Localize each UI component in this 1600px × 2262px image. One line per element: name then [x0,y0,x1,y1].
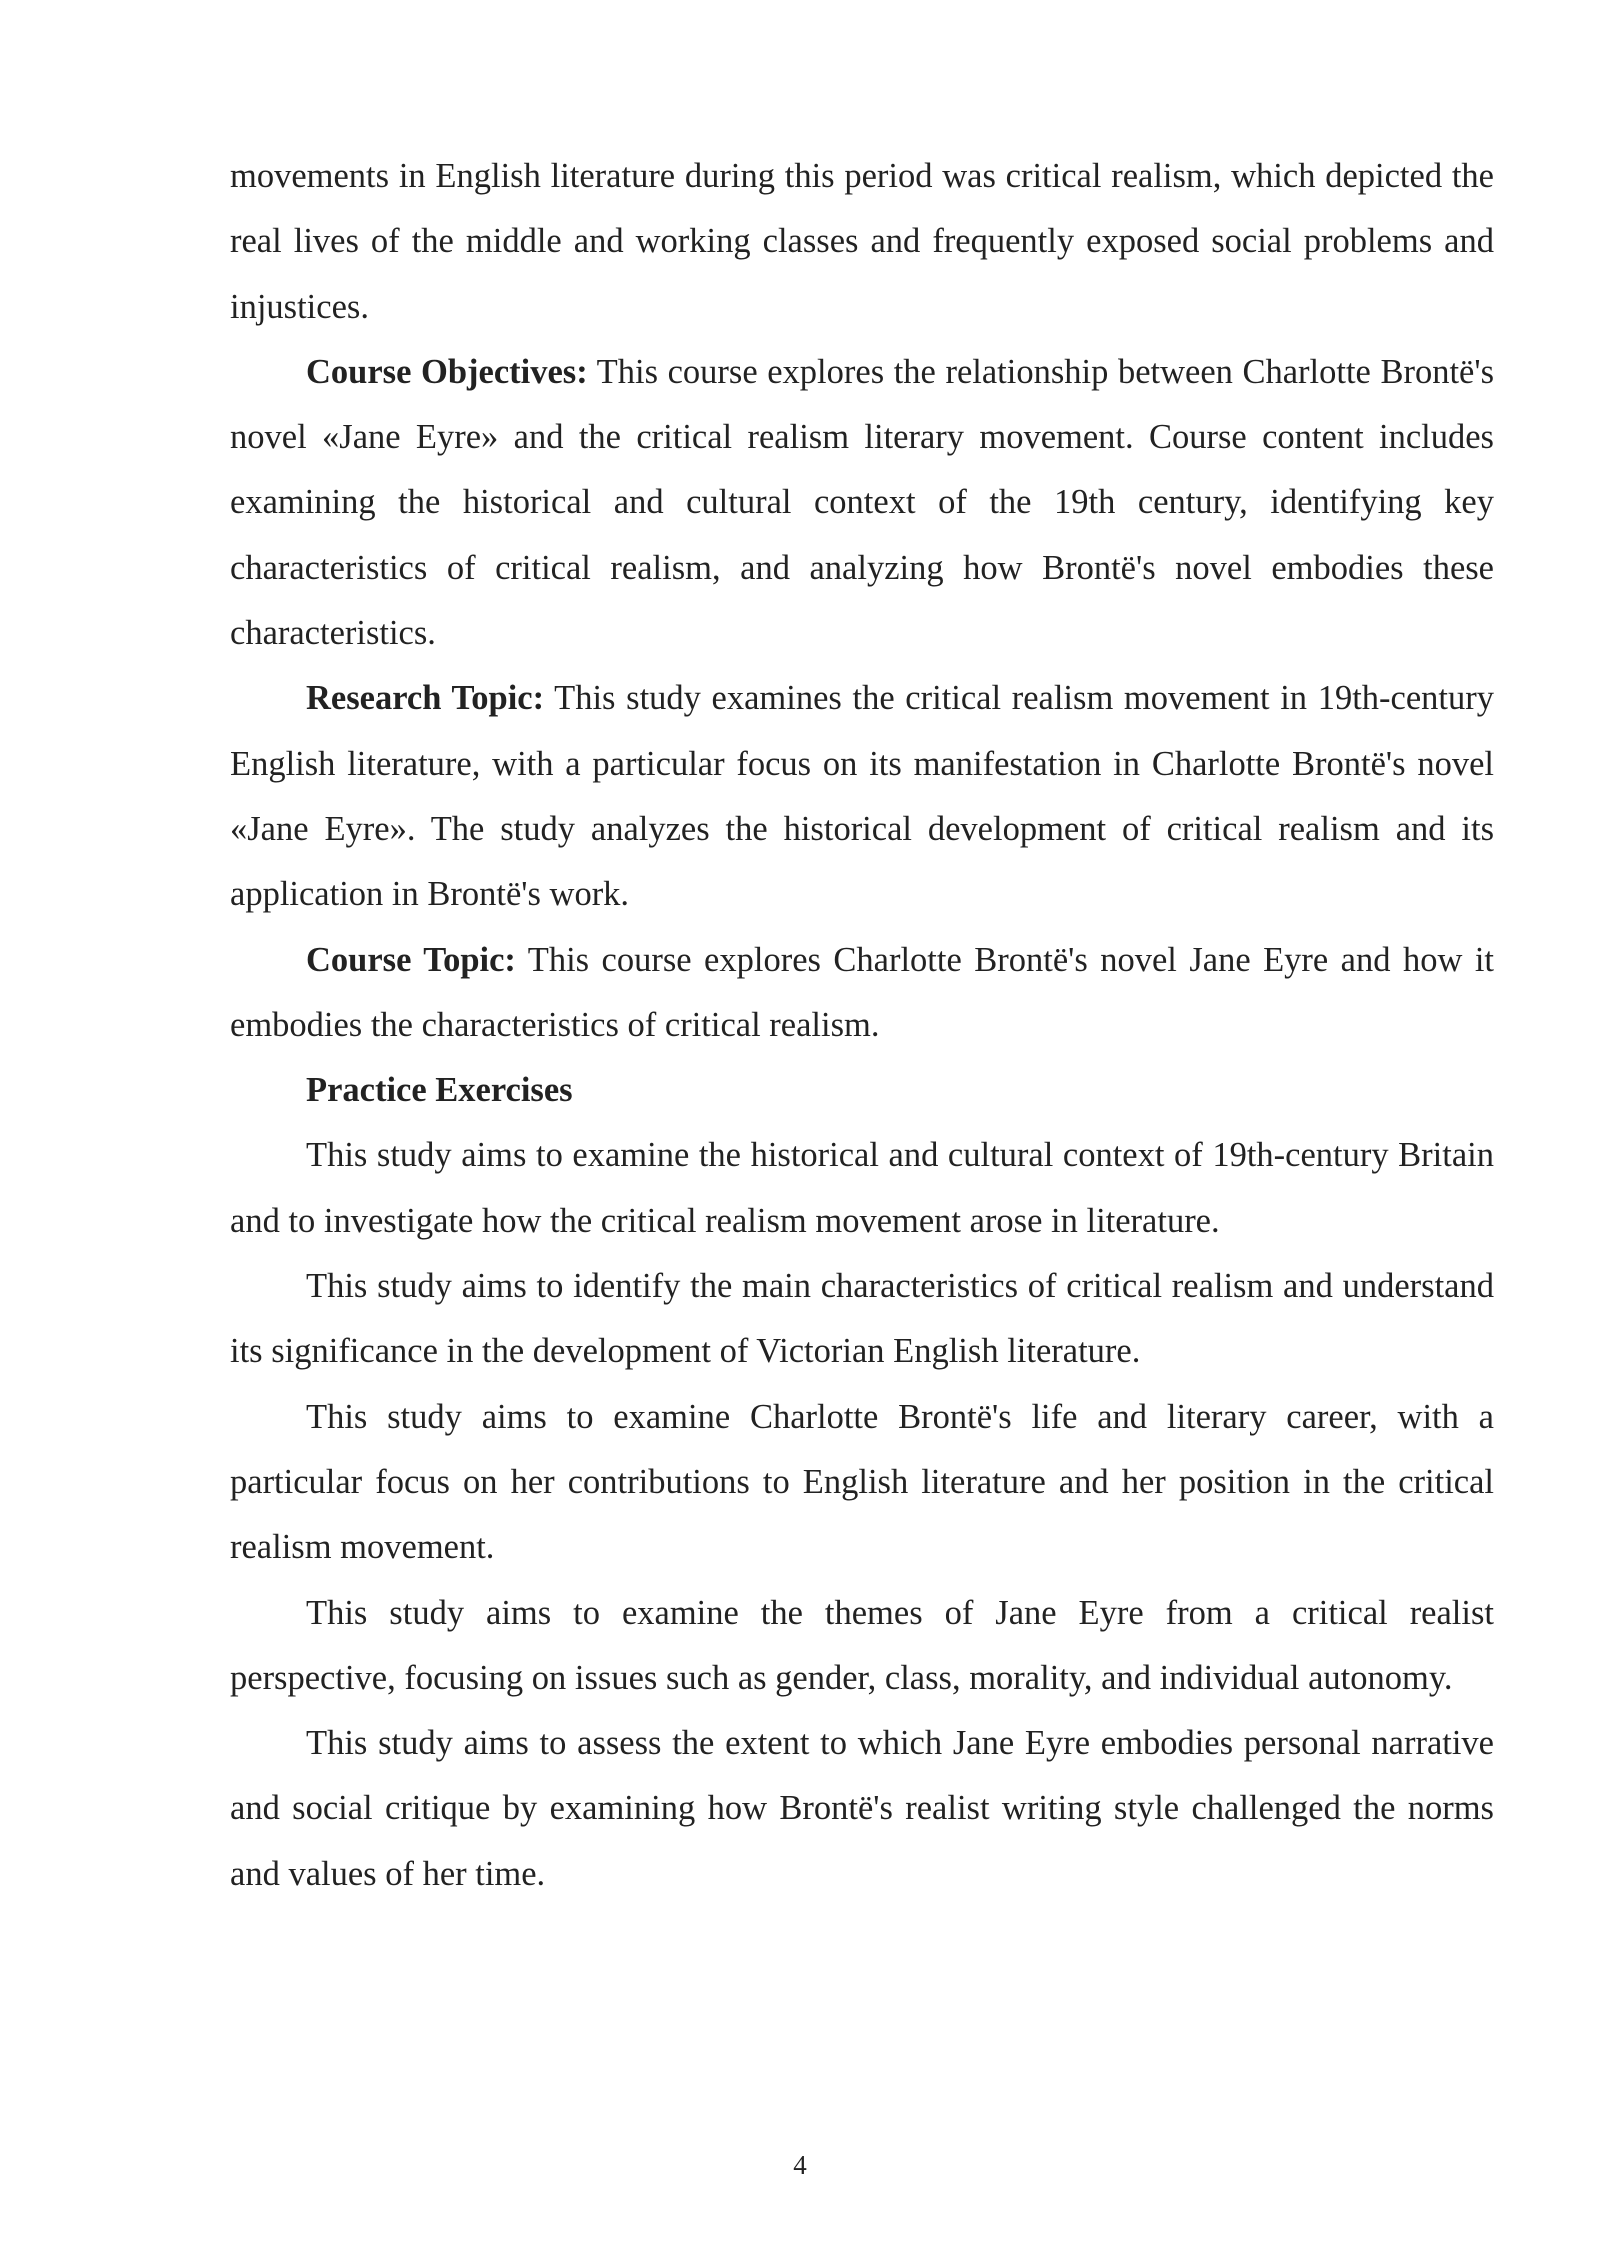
paragraph-text: This study examines the critical realism movement in 19th-century English literature, with a particular focus on its manifestation in Charlotte Brontë's novel «Jane Eyre». The study analyzes the historical development of critical realism and its application in Brontë's work. [230,679,1494,914]
body-text [230,144,1494,1907]
paragraph-text: movements in English literature during this period was critical realism, which depicted the real lives of the middle and working classes and frequently exposed social problems and injustices. [230,157,1494,326]
paragraph-text: This course explores Charlotte Brontë's novel Jane Eyre and how it embodies the characteristics of critical realism. [230,940,1494,1044]
exercise-paragraph: This study aims to examine the themes of Jane Eyre from a critical realist perspective, focusing on issues such as gender, class, morality, and individual autonomy. [230,1593,1494,1697]
paragraph-lead: Course Topic: [306,940,516,979]
exercise-paragraph: This study aims to assess the extent to which Jane Eyre embodies personal narrative and social critique by examining how Brontë's realist writing style challenged the norms and values of her time. [230,1724,1494,1893]
paragraph-course-topic [230,928,1494,1059]
exercise-paragraph: This study aims to identify the main characteristics of critical realism and understand its significance in the development of Victorian English literature. [230,1267,1494,1371]
exercise-paragraph: This study aims to examine Charlotte Brontë's life and literary career, with a particular focus on her contributions to English literature and her position in the critical realism movement. [230,1397,1494,1567]
paragraph-course-objectives [230,340,1494,666]
paragraph-lead: Course Objectives: [306,352,588,391]
paragraph-continuation [230,144,1494,340]
page-number: 4 [793,2150,807,2180]
practice-exercises-heading: Practice Exercises [306,1071,573,1110]
exercise-paragraph: This study aims to examine the historical and cultural context of 19th-century Britain and to investigate how the critical realism movement arose in literature. [230,1136,1494,1240]
paragraph-lead: Research Topic: [306,679,545,718]
paragraph-text: This course explores the relationship between Charlotte Brontë's novel «Jane Eyre» and the critical realism literary movement. Course content includes examining the historical and cultural context of the 19th century, identifying key characteristics of critical realism, and analyzing how Brontë's novel embodies these characteristics. [230,352,1494,653]
paragraph-research-topic [230,666,1494,927]
